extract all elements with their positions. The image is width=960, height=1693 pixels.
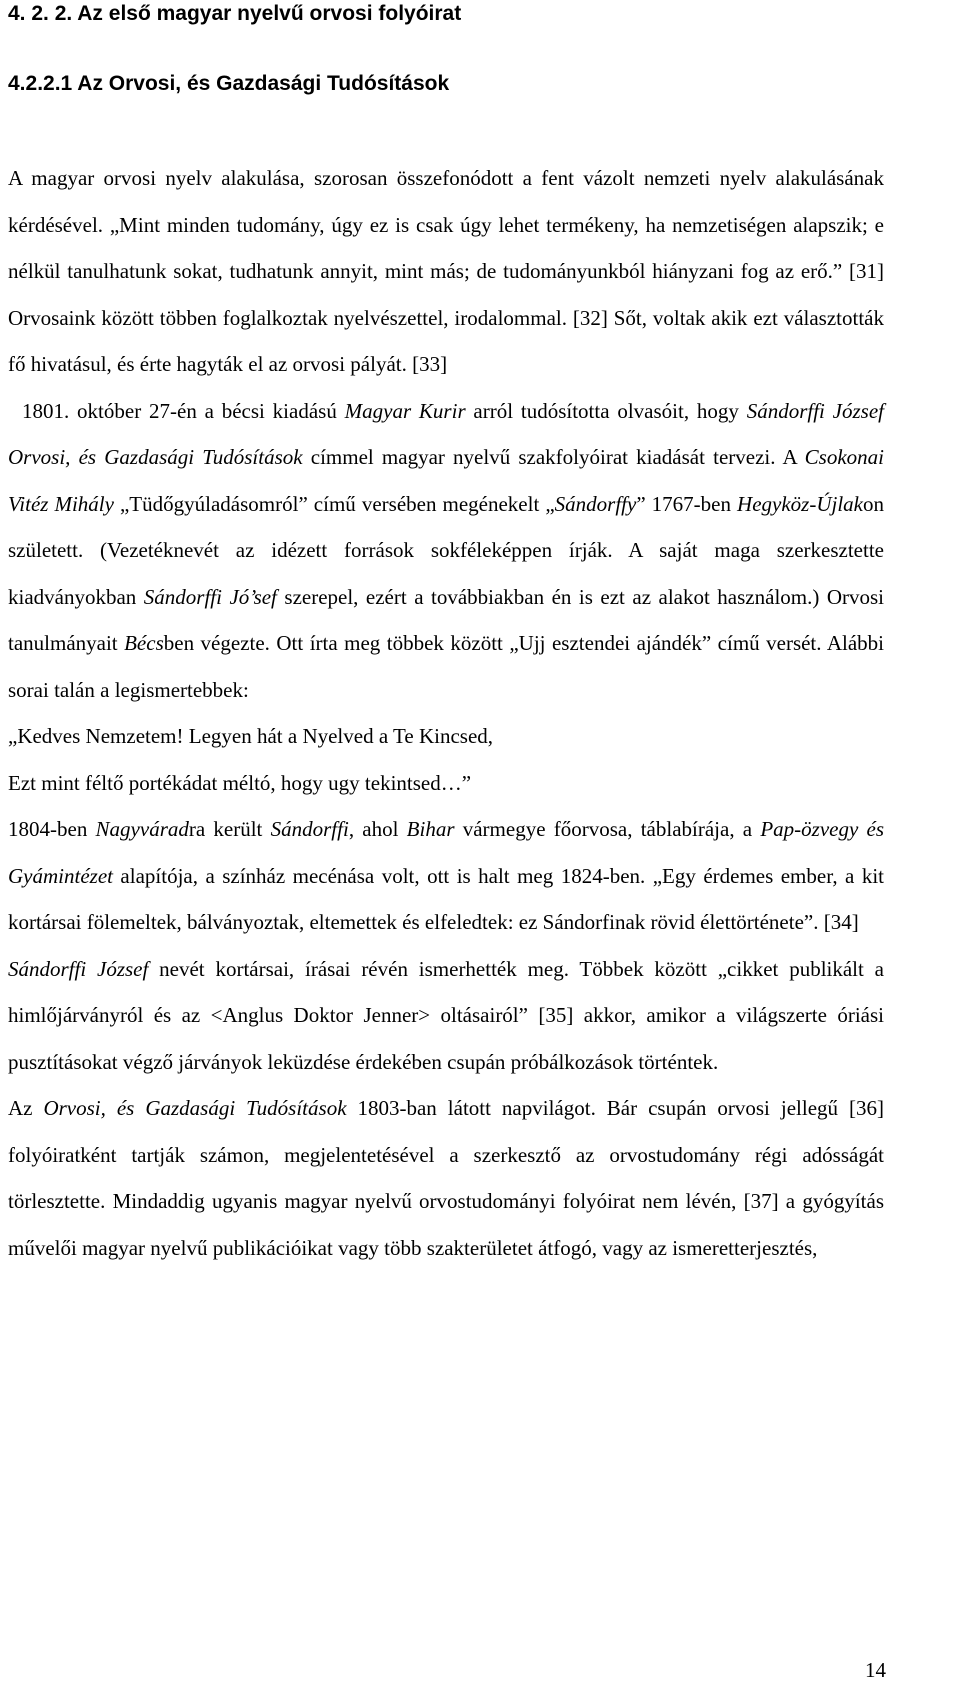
poem-line: Ezt mint féltő portékádat méltó, hogy ugy tekintsed…” <box>8 770 472 795</box>
text-run: ” 1767-ben <box>636 491 738 516</box>
italic-run: Magyar Kurir <box>344 398 466 423</box>
text-run: , ahol <box>348 817 407 841</box>
text-run: szerepel, ezért a továbbiakban én is ezt az alakot használom.) Orvosi tanulmányait <box>8 584 885 655</box>
text-run: ra került <box>188 817 271 841</box>
italic-run: Bihar <box>406 817 455 841</box>
poem-line: „Kedves Nemzetem! Legyen hát a Nyelved a Te Kincsed, <box>8 724 494 748</box>
paragraph-folyoirat <box>8 1085 884 1271</box>
italic-run: Orvosi, és Gazdasági Tudósítások <box>43 1096 347 1120</box>
paragraph-himlo <box>8 946 884 1086</box>
text-run: címmel magyar nyelvű szakfolyóirat kiadását tervezi. A <box>302 445 805 469</box>
paragraph-nagyvarad <box>8 806 884 946</box>
italic-run: Csokonai Vitéz Mihály <box>8 445 885 516</box>
text-run: ben végezte. Ott írta meg többek között „Ujj esztendei ajándék” című versét. Alábbi sorai talán a legismertebbek: <box>8 631 884 702</box>
text-run: 1804-ben <box>8 817 96 841</box>
italic-run: Hegyköz-Újlak <box>737 491 863 516</box>
subsection-heading: 4.2.2.1 Az Orvosi, és Gazdasági Tudósítások <box>8 72 450 95</box>
text-run: nevét kortársai, írásai révén ismerhették meg. Többek között „cikket publikált a himlőjárványról és az <Anglus Doktor Jenner> oltásairól” [35] akkor, amikor a világszerte óriási pusztításokat végző járványok leküzdése érdekében csupán próbálkozások történtek. <box>8 956 884 1074</box>
text-run: vármegye főorvosa, táblabírája, a <box>454 817 761 841</box>
italic-run: Sándorffi József Orvosi, és Gazdasági Tudósítások <box>8 398 884 469</box>
text-run: 1803-ban látott napvilágot. Bár csupán orvosi jellegű [36] folyóiratként tartják számon, megjelentetésével a szerkesztő az orvostudomány régi adósságát törlesztette. Mindaddig ugyanis magyar nyelvű orvostudományi folyóirat nem lévén, [37] a gyógyítás művelői magyar nyelvű publikációikat vagy több szakterületet átfogó, vagy az ismeretterjesztés, <box>8 1096 884 1260</box>
italic-run: Nagyvárad <box>95 817 189 841</box>
italic-run: Sándorffi Jó’sef <box>143 584 277 609</box>
text-run: on született. (Vezetéknevét az idézett források sokféleképpen írják. A saját maga szerkesztette kiadványokban <box>8 491 884 609</box>
paragraph-sandorffi-intro <box>8 388 884 714</box>
italic-run: Sándorffy <box>554 491 637 516</box>
text-run: arról tudósította olvasóit, hogy <box>465 398 747 423</box>
text-run: 1801. október 27-én a bécsi kiadású <box>22 398 345 423</box>
italic-run: Sándorffi <box>270 817 349 841</box>
paragraph-intro: A magyar orvosi nyelv alakulása, szorosan összefonódott a fent vázolt nemzeti nyelv alakulásának kérdésével. „Mint minden tudomány, úgy ez is csak úgy lehet termékeny, ha nemzetiségen alapszik; e nélkül tanulhatunk sokat, tudhatunk annyit, mint más; de tudományunkból hiányzani fog az erő.” [31] Orvosaink között többen foglalkoztak nyelvészettel, irodalommal. [32] Sőt, voltak akik ezt választották fő hivatásul, és érte hagyták el az orvosi pályát. [33] <box>8 166 884 376</box>
italic-run: Sándorffi József <box>8 956 149 981</box>
text-run: Az <box>8 1096 44 1120</box>
body-text <box>8 155 884 1271</box>
page-number: 14 <box>865 1658 886 1682</box>
text-run: „Tüdőgyúladásomról” című versében megénekelt „ <box>113 491 555 516</box>
italic-run: Bécs <box>124 631 164 655</box>
section-heading: 4. 2. 2. Az első magyar nyelvű orvosi folyóirat <box>8 2 462 25</box>
text-run: alapítója, a színház mecénása volt, ott is halt meg 1824-ben. „Egy érdemes ember, a kit kortársai fölemeltek, bálványoztak, eltemettek és elfeledtek: ez Sándorfinak rövid élettörténete”. [34] <box>8 863 884 934</box>
italic-run: Pap-özvegy és Gyámintézet <box>8 817 885 888</box>
